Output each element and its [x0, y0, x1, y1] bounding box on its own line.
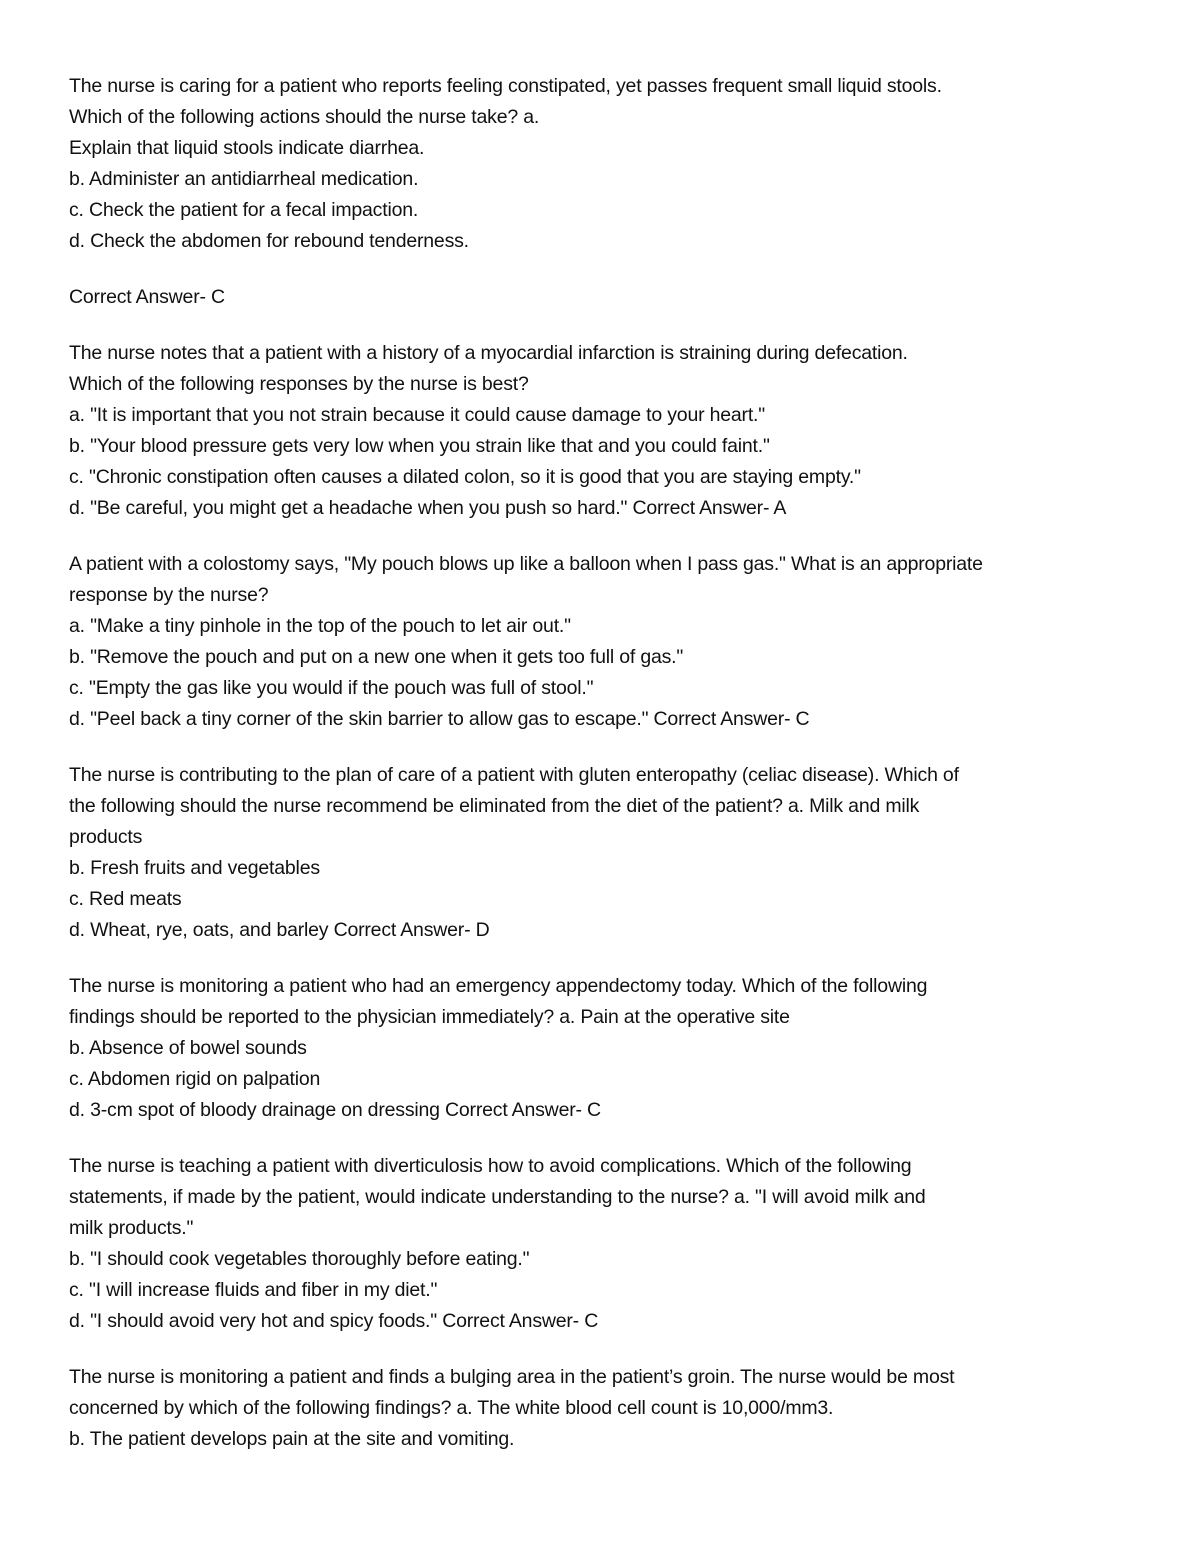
text-line: The nurse is monitoring a patient who had an emergency appendectomy today. Which of the following: [69, 975, 928, 997]
text-line: b. "Your blood pressure gets very low when you strain like that and you could faint.": [69, 435, 770, 457]
question-block-myocardial: [69, 338, 1140, 524]
text-line: c. "Empty the gas like you would if the pouch was full of stool.": [69, 677, 594, 699]
text-line: The nurse is caring for a patient who reports feeling constipated, yet passes frequent small liquid stools.: [69, 75, 942, 97]
text-line: d. "Be careful, you might get a headache when you push so hard." Correct Answer- A: [69, 497, 787, 519]
text-line: d. "I should avoid very hot and spicy foods." Correct Answer- C: [69, 1310, 599, 1332]
text-line: The nurse is contributing to the plan of care of a patient with gluten enteropathy (celiac disease). Which of: [69, 764, 959, 786]
text-line: b. Administer an antidiarrheal medication.: [69, 168, 419, 190]
text-line: a. "Make a tiny pinhole in the top of the pouch to let air out.": [69, 615, 571, 637]
text-line: findings should be reported to the physician immediately? a. Pain at the operative site: [69, 1006, 790, 1028]
text-line: a. "It is important that you not strain because it could cause damage to your heart.": [69, 404, 765, 426]
text-line: b. Fresh fruits and vegetables: [69, 857, 320, 879]
question-block-constipation: [69, 71, 1140, 257]
question-block-appendectomy: [69, 971, 1140, 1126]
text-line: A patient with a colostomy says, "My pouch blows up like a balloon when I pass gas." What is an appropriate: [69, 553, 983, 575]
text-line: milk products.": [69, 1217, 194, 1239]
text-line: statements, if made by the patient, would indicate understanding to the nurse? a. "I will avoid milk and: [69, 1186, 926, 1208]
text-line: c. Check the patient for a fecal impaction.: [69, 199, 419, 221]
question-block-groin: [69, 1362, 1140, 1455]
text-line: products: [69, 826, 143, 848]
text-line: c. "Chronic constipation often causes a dilated colon, so it is good that you are staying empty.": [69, 466, 861, 488]
text-line: d. 3-cm spot of bloody drainage on dressing Correct Answer- C: [69, 1099, 601, 1121]
text-line: Which of the following responses by the nurse is best?: [69, 373, 529, 395]
text-line: d. Check the abdomen for rebound tenderness.: [69, 230, 469, 252]
correct-answer-text: Correct Answer- C: [69, 286, 225, 308]
text-line: concerned by which of the following findings? a. The white blood cell count is 10,000/mm3.: [69, 1397, 834, 1419]
text-line: The nurse notes that a patient with a history of a myocardial infarction is straining during defecation.: [69, 342, 908, 364]
text-line: b. "Remove the pouch and put on a new one when it gets too full of gas.": [69, 646, 684, 668]
question-block-colostomy: [69, 549, 1140, 735]
text-line: c. Abdomen rigid on palpation: [69, 1068, 321, 1090]
answer-block: [69, 282, 1140, 313]
text-line: response by the nurse?: [69, 584, 269, 606]
text-line: The nurse is monitoring a patient and finds a bulging area in the patient’s groin. The nurse would be most: [69, 1366, 955, 1388]
text-line: c. Red meats: [69, 888, 182, 910]
text-line: b. The patient develops pain at the site and vomiting.: [69, 1428, 515, 1450]
text-line: Explain that liquid stools indicate diarrhea.: [69, 137, 425, 159]
text-line: b. "I should cook vegetables thoroughly before eating.": [69, 1248, 530, 1270]
question-block-celiac: [69, 760, 1140, 946]
text-line: Which of the following actions should the nurse take? a.: [69, 106, 540, 128]
text-line: d. "Peel back a tiny corner of the skin barrier to allow gas to escape." Correct Answer- C: [69, 708, 810, 730]
text-line: b. Absence of bowel sounds: [69, 1037, 307, 1059]
text-line: d. Wheat, rye, oats, and barley Correct Answer- D: [69, 919, 490, 941]
text-line: the following should the nurse recommend be eliminated from the diet of the patient? a. Milk and milk: [69, 795, 920, 817]
text-line: c. "I will increase fluids and fiber in my diet.": [69, 1279, 438, 1301]
question-block-diverticulosis: [69, 1151, 1140, 1337]
text-line: The nurse is teaching a patient with diverticulosis how to avoid complications. Which of the following: [69, 1155, 912, 1177]
